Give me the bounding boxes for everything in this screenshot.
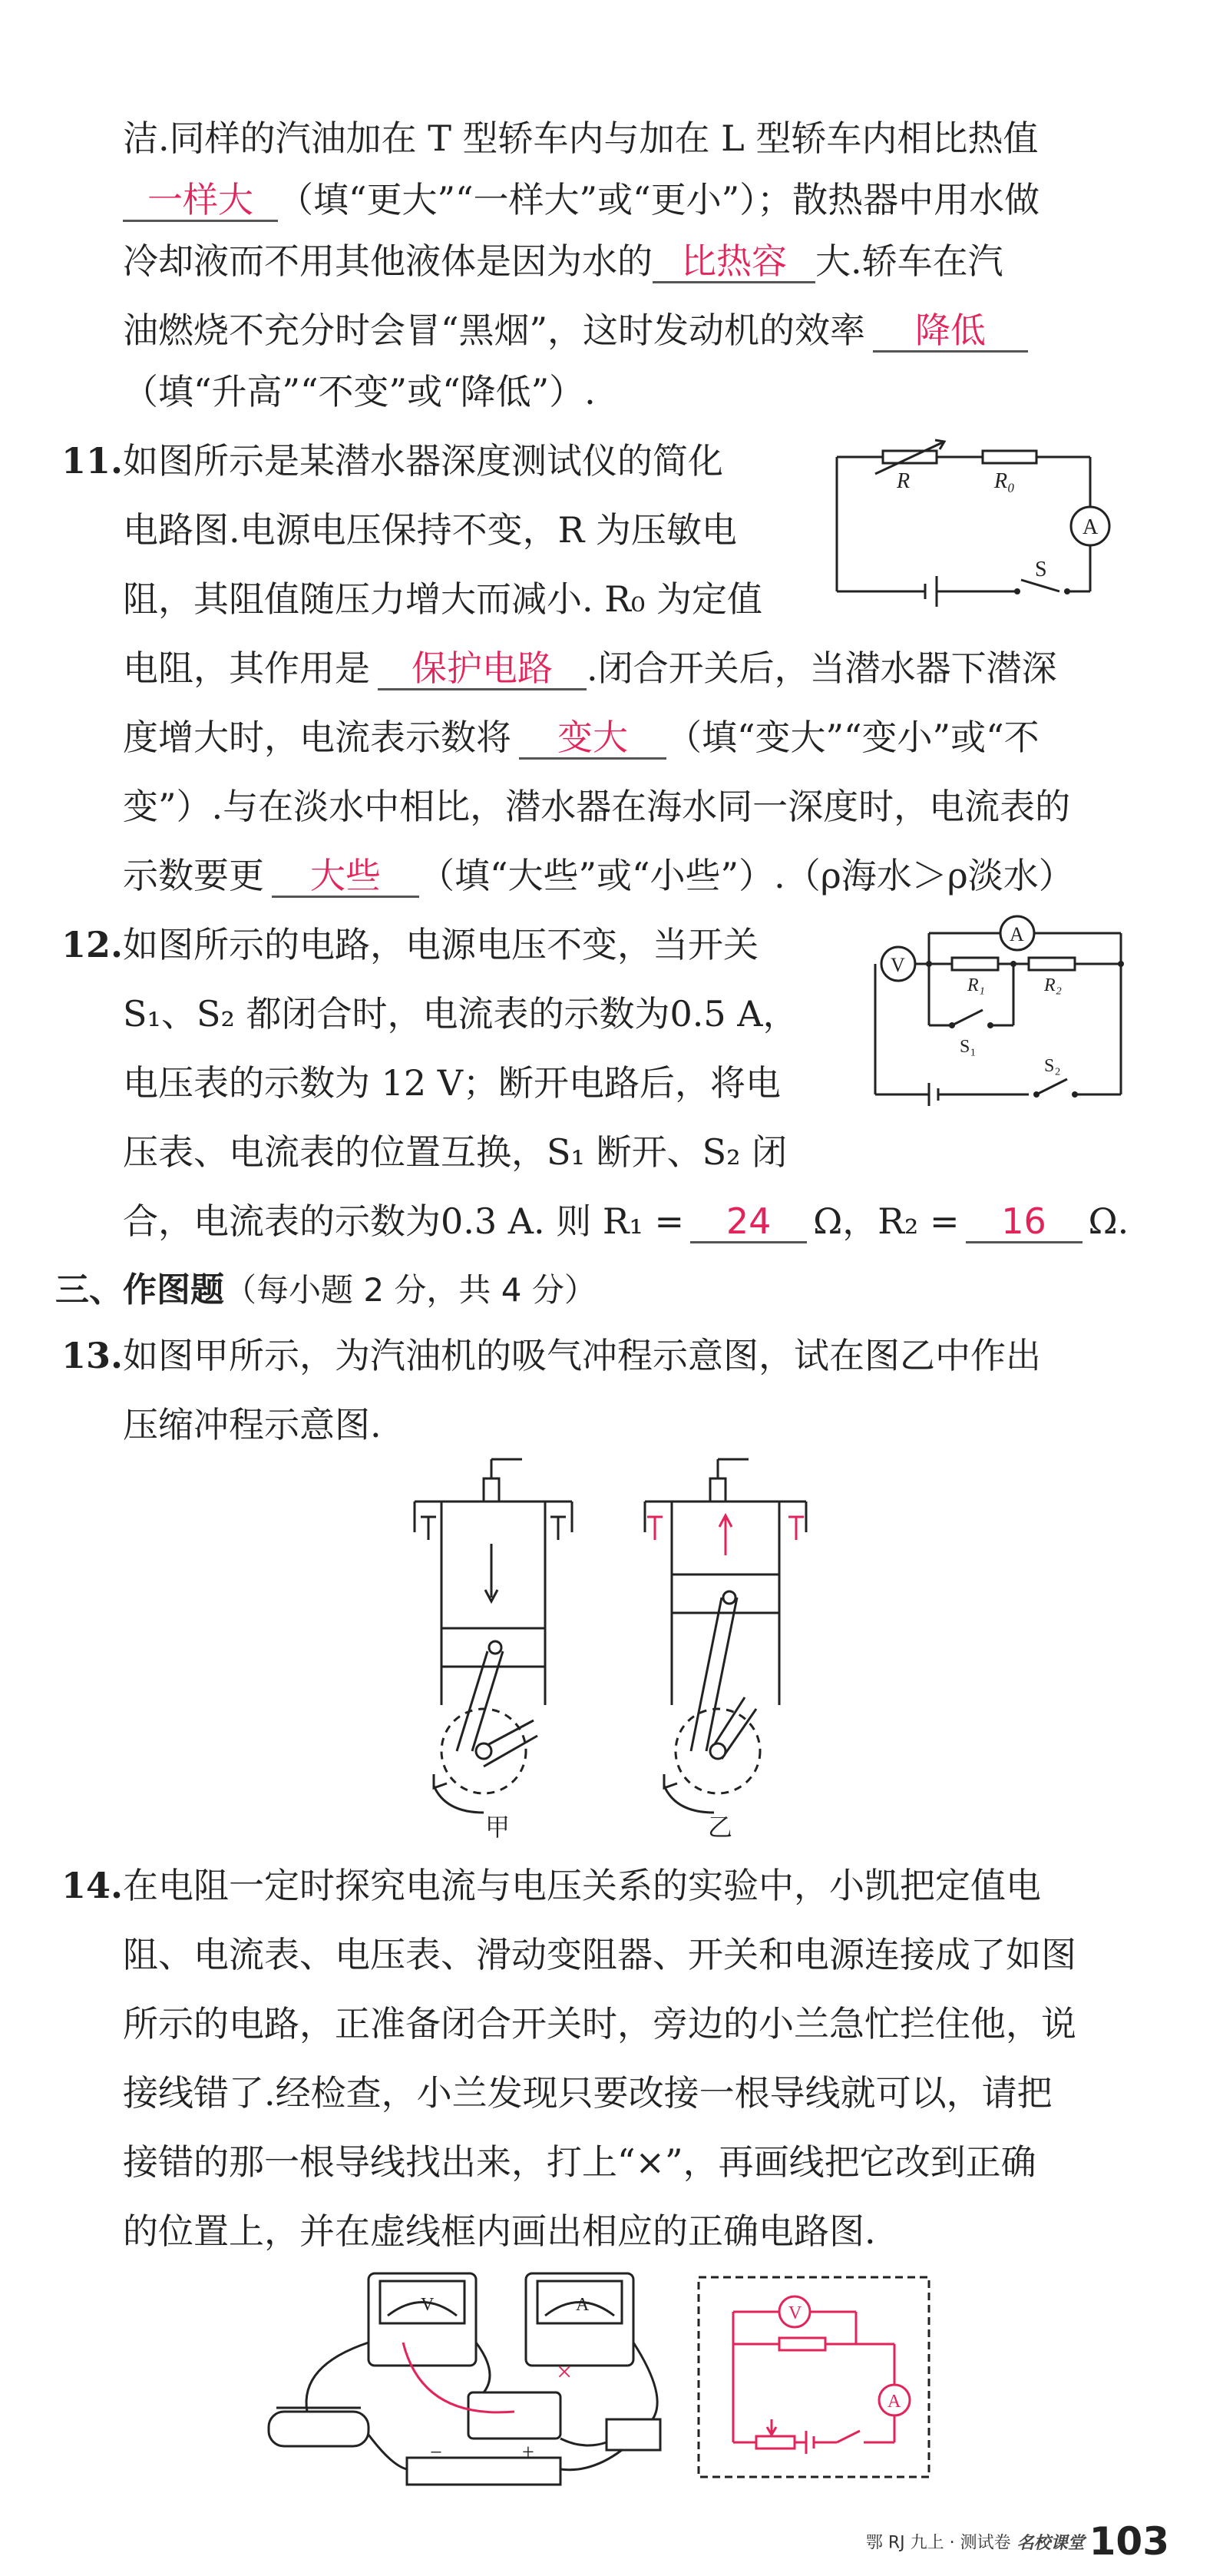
q13-label-yi: 乙 <box>708 1813 733 1842</box>
section-3-title: 三、作图题 <box>55 1270 224 1310</box>
q14-fig-voltmeter-label: V <box>421 2295 435 2315</box>
q14-line-4: 接线错了.经检查，小兰发现只要改接一根导线就可以，请把 <box>123 2072 1053 2114</box>
q11-answer-3: 大些 <box>272 856 419 898</box>
q12-number: 12. <box>61 924 124 965</box>
q12-answer-r2: 16 <box>966 1201 1083 1243</box>
q12-fig-s2-label: S₂ <box>1044 1056 1061 1076</box>
engine-yi <box>645 1459 806 1813</box>
q12-fig-ammeter-label: A <box>1010 923 1024 945</box>
q13-number: 13. <box>61 1335 124 1376</box>
q13-engine-diagrams <box>399 1444 845 1843</box>
q12-fig-r2-label: R₂ <box>1044 975 1063 995</box>
page-footer <box>866 2519 1169 2564</box>
q12-circuit-diagram <box>852 910 1144 1117</box>
page-number: 103 <box>1089 2519 1169 2564</box>
section-3-heading <box>55 1267 597 1313</box>
q12-fig-r1-label: R₁ <box>967 975 986 995</box>
q14-line-6: 的位置上，并在虚线框内画出相应的正确电路图. <box>123 2210 876 2252</box>
q14-line-1: 在电阻一定时探究电流与电压关系的实验中，小凯把定值电 <box>123 1865 1041 1906</box>
q11-circuit-diagram <box>829 426 1152 618</box>
q12-line-2: S₁、S₂ 都闭合时，电流表的示数为0.5 A， <box>123 993 798 1035</box>
q11-line-4b: .闭合开关后，当潜水器下潜深 <box>587 647 1057 689</box>
q11-fig-switch-label: S <box>1035 558 1047 581</box>
q11-fig-label-r0: R₀ <box>994 469 1015 493</box>
q10-line-2-text: （填“更大”“一样大”或“更小”）；散热器中用水做 <box>278 179 1040 220</box>
q14-fig-cross-mark: × <box>557 2356 573 2387</box>
q13-line-2: 压缩冲程示意图. <box>123 1404 382 1445</box>
q14-fig-minus-label: − <box>430 2441 442 2465</box>
q10-line-1: 洁.同样的汽油加在 T 型轿车内与加在 L 型轿车内相比热值 <box>123 118 1039 159</box>
q10-line-4 <box>123 307 1028 353</box>
q11-line-5b: （填“变大”“变小”或“不 <box>666 717 1040 758</box>
q12-answer-r1: 24 <box>690 1201 807 1243</box>
q11-fig-ammeter-label: A <box>1083 515 1099 539</box>
q10-line-4a: 油燃烧不充分时会冒“黑烟”，这时发动机的效率 <box>123 310 866 351</box>
q11-line-5 <box>123 714 1040 760</box>
q11-line-6: 变”）.与在淡水中相比，潜水器在海水同一深度时，电流表的 <box>123 786 1071 827</box>
q12-line-5c: Ω. <box>1088 1200 1129 1242</box>
q11-line-3: 阻，其阻值随压力增大而减小. R₀ 为定值 <box>123 578 762 620</box>
q14-fig-ammeter-label: A <box>576 2295 590 2315</box>
q11-line-7b: （填“大些”或“小些”）.（ρ海水＞ρ淡水） <box>419 855 1074 896</box>
q14-fig-plus-label: + <box>522 2441 534 2465</box>
footer-book-info: 鄂 RJ 九上 · 测试卷 <box>865 2533 1011 2553</box>
q10-line-3b: 大.轿车在汽 <box>815 240 1003 282</box>
q11-line-1: 如图所示是某潜水器深度测试仪的简化 <box>123 440 723 482</box>
q11-line-5a: 度增大时，电流表示数将 <box>123 717 511 758</box>
q10-answer-2: 比热容 <box>653 241 815 283</box>
q14-line-2: 阻、电流表、电压表、滑动变阻器、开关和电源连接成了如图 <box>123 1934 1076 1975</box>
q12-line-5 <box>123 1198 1129 1244</box>
q12-line-3: 电压表的示数为 12 V；断开电路后，将电 <box>123 1062 781 1104</box>
q10-answer-3: 降低 <box>873 310 1028 353</box>
q11-line-7 <box>123 853 1074 899</box>
q11-line-4 <box>123 645 1057 691</box>
engine-jia <box>415 1459 572 1813</box>
q14-answer-ammeter-label: A <box>888 2392 901 2412</box>
q11-line-7a: 示数要更 <box>123 855 264 896</box>
q10-line-5: （填“升高”“不变”或“降低”）. <box>123 371 596 412</box>
q12-line-5a: 合，电流表的示数为0.3 A. 则 R₁ = <box>123 1200 685 1242</box>
q11-number: 11. <box>61 440 124 482</box>
q12-line-1: 如图所示的电路，电源电压不变，当开关 <box>123 924 759 965</box>
q11-line-2: 电路图.电源电压保持不变，R 为压敏电 <box>123 509 737 551</box>
q14-line-3: 所示的电路，正准备闭合开关时，旁边的小兰急忙拦住他，说 <box>123 2003 1076 2045</box>
q14-line-5: 接错的那一根导线找出来，打上“×”，再画线把它改到正确 <box>123 2141 1036 2183</box>
q13-line-1: 如图甲所示，为汽油机的吸气冲程示意图，试在图乙中作出 <box>123 1335 1041 1376</box>
q14-answer-voltmeter-label: V <box>788 2303 802 2323</box>
q10-line-3a: 冷却液而不用其他液体是因为水的 <box>123 240 653 282</box>
q11-answer-1: 保护电路 <box>378 648 587 690</box>
q12-line-4: 压表、电流表的位置互换，S₁ 断开、S₂ 闭 <box>123 1131 788 1173</box>
q12-fig-voltmeter-label: V <box>891 954 905 976</box>
q11-fig-label-r: R <box>897 469 911 493</box>
section-3-subtitle: （每小题 2 分，共 4 分） <box>224 1271 597 1309</box>
q10-line-2 <box>123 177 1040 223</box>
q14-answer-circuit-box <box>695 2273 933 2481</box>
q11-answer-2: 变大 <box>519 717 666 760</box>
q12-line-5b: Ω，R₂ = <box>813 1200 960 1242</box>
q11-line-4a: 电阻，其作用是 <box>123 647 370 689</box>
q12-fig-s1-label: S₁ <box>960 1037 977 1057</box>
footer-brand-logo: 名校课堂 <box>1016 2533 1085 2553</box>
q14-number: 14. <box>61 1865 124 1906</box>
q10-answer-1: 一样大 <box>123 180 278 222</box>
q14-apparatus-drawing <box>253 2258 683 2488</box>
q10-line-3 <box>123 238 1003 284</box>
q13-label-jia: 甲 <box>485 1813 511 1842</box>
